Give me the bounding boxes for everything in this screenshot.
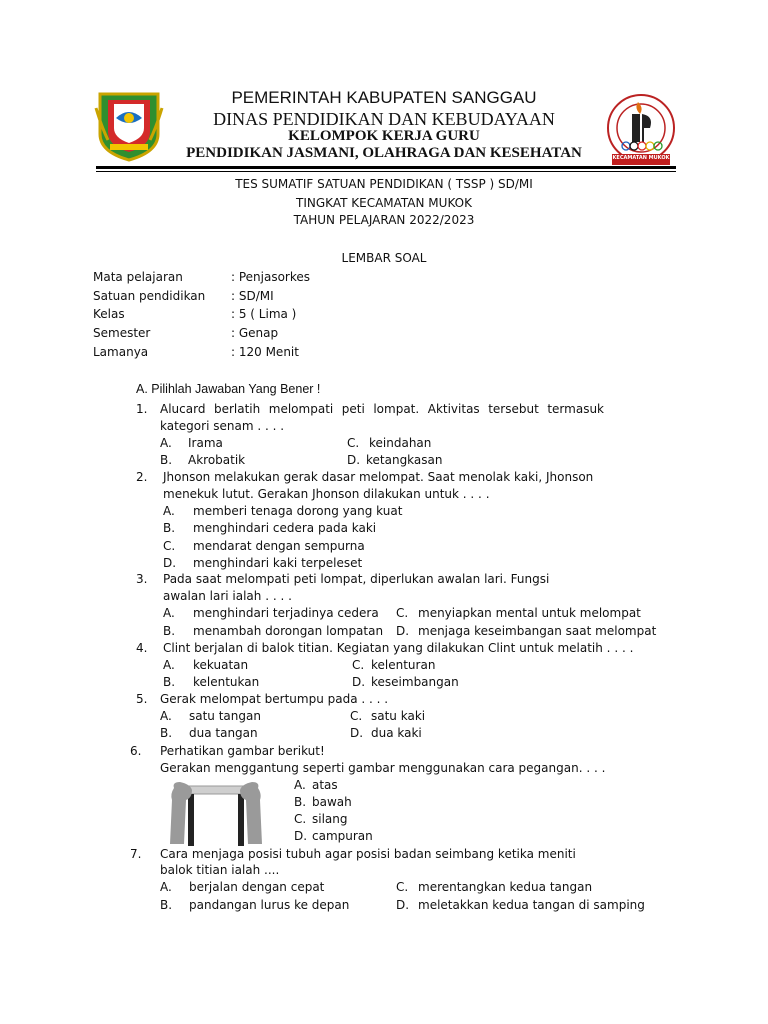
- option-text: keindahan: [369, 436, 432, 450]
- option-text: menghindari kaki terpeleset: [193, 556, 363, 570]
- header-line-4: PENDIDIKAN JASMANI, OLAHRAGA DAN KESEHATAN: [186, 145, 582, 161]
- question-text: Alucard berlatih melompati peti lompat. Aktivitas tersebut termasuk: [160, 402, 604, 416]
- question-text: menekuk lutut. Gerakan Jhonson dilakukan untuk . . . .: [163, 487, 490, 501]
- option-key: D.: [163, 556, 177, 570]
- option-key: B.: [163, 521, 176, 535]
- option-key: A.: [160, 436, 172, 450]
- option-key: C.: [294, 812, 307, 826]
- header-line-2: DINAS PENDIDIKAN DAN KEBUDAYAAN: [213, 109, 555, 129]
- option-text: merentangkan kedua tangan: [418, 880, 593, 894]
- option-text: meletakkan kedua tangan di samping: [418, 898, 645, 912]
- option-text: mendarat dengan sempurna: [193, 539, 365, 553]
- info-value: : 5 ( Lima ): [231, 307, 297, 321]
- option-key: A.: [163, 658, 175, 672]
- option-text: menyiapkan mental untuk melompat: [418, 606, 641, 620]
- option-key: D.: [396, 624, 410, 638]
- option-key: B.: [160, 453, 173, 467]
- option-text: kelentukan: [193, 675, 260, 689]
- option-key: B.: [160, 898, 173, 912]
- option-key: B.: [163, 675, 176, 689]
- option-key: A.: [160, 880, 172, 894]
- info-value: : Penjasorkes: [231, 270, 311, 284]
- question-number: 3.: [136, 572, 148, 586]
- option-text: ketangkasan: [366, 453, 443, 467]
- question-number: 7.: [130, 847, 142, 861]
- option-text: menghindari cedera pada kaki: [193, 521, 377, 535]
- option-key: A.: [163, 606, 175, 620]
- option-key: D.: [396, 898, 410, 912]
- option-text: keseimbangan: [371, 675, 459, 689]
- option-key: D.: [350, 726, 364, 740]
- info-label: Satuan pendidikan: [93, 289, 206, 303]
- option-key: D.: [347, 453, 361, 467]
- option-key: A.: [163, 504, 175, 518]
- option-text: campuran: [312, 829, 373, 843]
- info-value: : SD/MI: [231, 289, 274, 303]
- info-value: : 120 Menit: [231, 345, 299, 359]
- question-text: kategori senam . . . .: [160, 419, 285, 433]
- header-line-3: KELOMPOK KERJA GURU: [288, 128, 480, 144]
- header-rule-thick: [96, 166, 676, 169]
- question-text: balok titian ialah ....: [160, 863, 280, 877]
- option-key: D.: [352, 675, 366, 689]
- question-text: Jhonson melakukan gerak dasar melompat. Saat menolak kaki, Jhonson: [163, 470, 594, 484]
- option-key: C.: [350, 709, 363, 723]
- question-text: Cara menjaga posisi tubuh agar posisi badan seimbang ketika meniti: [160, 847, 576, 861]
- option-text: silang: [312, 812, 348, 826]
- option-text: kekuatan: [193, 658, 249, 672]
- logo-right-ribbon-text: KECAMATAN MUKOK: [612, 155, 670, 161]
- info-label: Semester: [93, 326, 151, 340]
- info-label: Lamanya: [93, 345, 149, 359]
- info-value: : Genap: [231, 326, 279, 340]
- question-text: Pada saat melompati peti lompat, diperlukan awalan lari. Fungsi: [163, 572, 550, 586]
- hanging-grip-image: [168, 778, 264, 846]
- option-key: A.: [294, 778, 306, 792]
- option-key: C.: [396, 606, 409, 620]
- test-level: TINGKAT KECAMATAN MUKOK: [296, 196, 472, 210]
- option-text: menghindari terjadinya cedera: [193, 606, 379, 620]
- option-text: menjaga keseimbangan saat melompat: [418, 624, 657, 638]
- option-key: C.: [352, 658, 365, 672]
- option-text: dua kaki: [371, 726, 422, 740]
- question-text: Perhatikan gambar berikut!: [160, 744, 325, 758]
- question-number: 5.: [136, 692, 148, 706]
- option-key: B.: [163, 624, 176, 638]
- option-text: Akrobatik: [188, 453, 246, 467]
- info-label: Kelas: [93, 307, 125, 321]
- question-number: 2.: [136, 470, 148, 484]
- option-key: C.: [396, 880, 409, 894]
- option-text: kelenturan: [371, 658, 436, 672]
- test-year: TAHUN PELAJARAN 2022/2023: [293, 213, 475, 227]
- option-text: Irama: [188, 436, 223, 450]
- question-text: Gerak melompat bertumpu pada . . . .: [160, 692, 389, 706]
- option-key: A.: [160, 709, 172, 723]
- sheet-title: LEMBAR SOAL: [341, 251, 427, 265]
- option-key: D.: [294, 829, 308, 843]
- option-text: bawah: [312, 795, 352, 809]
- option-key: C.: [163, 539, 176, 553]
- question-number: 1.: [136, 402, 148, 416]
- header-line-1: PEMERINTAH KABUPATEN SANGGAU: [231, 88, 537, 107]
- option-text: satu tangan: [189, 709, 261, 723]
- test-title: TES SUMATIF SATUAN PENDIDIKAN ( TSSP ) SD/MI: [235, 177, 533, 191]
- option-text: berjalan dengan cepat: [189, 880, 325, 894]
- option-text: dua tangan: [189, 726, 258, 740]
- question-text: awalan lari ialah . . . .: [163, 589, 292, 603]
- info-label: Mata pelajaran: [93, 270, 183, 284]
- section-title: A. Pilihlah Jawaban Yang Bener !: [136, 382, 321, 396]
- option-text: menambah dorongan lompatan: [193, 624, 384, 638]
- option-text: pandangan lurus ke depan: [189, 898, 350, 912]
- question-text: Clint berjalan di balok titian. Kegiatan yang dilakukan Clint untuk melatih . . . .: [163, 641, 634, 655]
- question-number: 6.: [130, 744, 142, 758]
- option-key: B.: [294, 795, 307, 809]
- option-text: atas: [312, 778, 338, 792]
- question-text: Gerakan menggantung seperti gambar menggunakan cara pegangan. . . .: [160, 761, 606, 775]
- option-key: B.: [160, 726, 173, 740]
- header-rule-thin: [96, 171, 676, 172]
- option-key: C.: [347, 436, 360, 450]
- option-text: satu kaki: [371, 709, 426, 723]
- question-number: 4.: [136, 641, 148, 655]
- option-text: memberi tenaga dorong yang kuat: [193, 504, 403, 518]
